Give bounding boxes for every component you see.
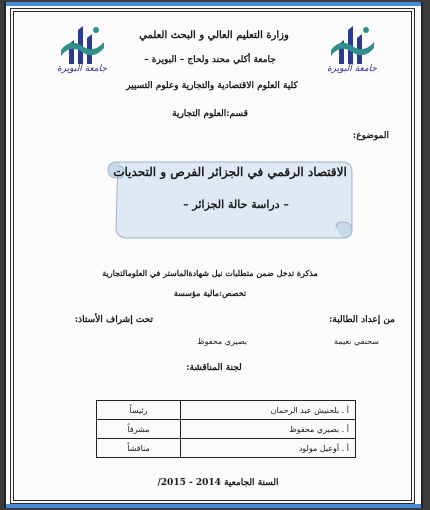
top-accent-bar <box>4 2 423 6</box>
table-row <box>97 420 356 439</box>
committee-table <box>96 400 356 458</box>
student-name: سحنفي نعيمة <box>334 337 379 346</box>
university-logo-right <box>326 24 378 76</box>
thesis-title: الاقتصاد الرقمي في الجزائر الفرص و التحديات <box>113 165 347 179</box>
committee-label: لجنة المناقشة: <box>186 363 242 373</box>
committee-member-role: مناقشاً <box>97 439 181 458</box>
logo-caption-left: جامعة البويرة <box>57 64 107 74</box>
university-logo-left <box>56 24 108 76</box>
logo-caption-right: جامعة البويرة <box>327 64 377 74</box>
table-row <box>97 439 356 458</box>
thesis-subtitle: – دراسة حالة الجزائر – <box>183 198 289 211</box>
committee-member-role: رئيساً <box>97 401 181 420</box>
committee-member-role: مشرفاً <box>97 420 181 439</box>
committee-member-name: أ . بلحنيش عبد الرحمان <box>180 401 355 420</box>
left-edge <box>4 2 6 508</box>
degree-requirement: مذكرة تدخل ضمن متطلبات نيل شهادةالماستر في العلومالتجارية <box>102 268 318 278</box>
university-emblem-icon <box>56 24 108 66</box>
supervisor-label: تحت إشراف الأستاذ: <box>74 315 153 325</box>
academic-year: السنة الجامعية 2014 - 2015/ <box>157 478 279 488</box>
department-name: قسم:العلوم التجارية <box>172 109 248 119</box>
bottom-accent-bar <box>4 504 423 508</box>
university-emblem-icon <box>326 24 378 66</box>
faculty-name: كلية العلوم الاقتصادية والتجارية وعلوم التسيير <box>126 81 298 91</box>
right-edge <box>421 2 423 508</box>
subject-label: الموضوع: <box>352 131 389 141</box>
specialty: تخصص:مالية مؤسسة <box>173 288 247 298</box>
committee-member-name: أ . بصيري محفوظ <box>180 420 355 439</box>
table-row <box>97 401 356 420</box>
supervisor-name: بصيري محفوظ <box>197 337 247 346</box>
university-name: جامعة أكلي محند ولحاج – البويرة – <box>144 55 276 65</box>
document-page <box>4 2 423 508</box>
ministry-name: وزارة التعليم العالي و البحث العلمي <box>139 30 289 41</box>
student-label: من إعداد الطالبة: <box>328 315 395 325</box>
committee-member-name: أ . أوعيل مولود <box>180 439 355 458</box>
